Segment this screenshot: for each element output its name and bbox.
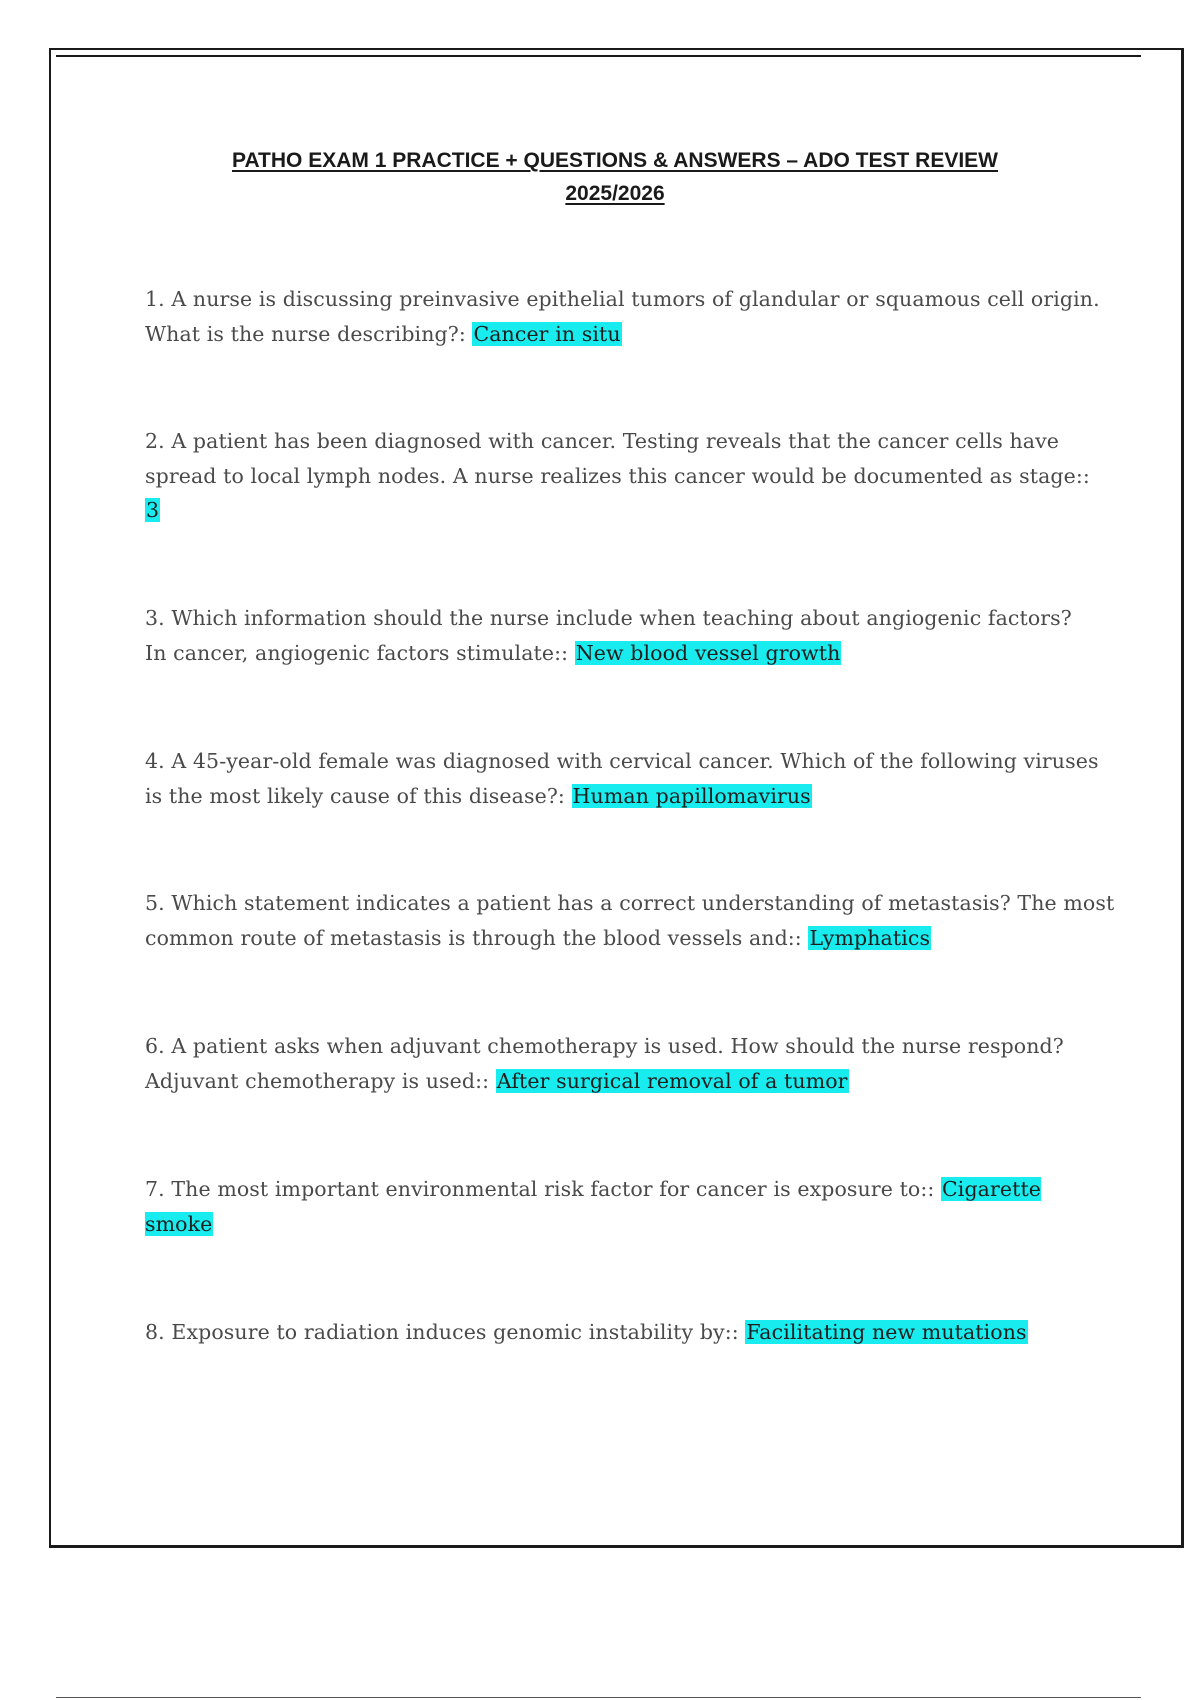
question-6 — [145, 1029, 1080, 1098]
bottom-rule — [56, 1697, 1141, 1698]
answer-highlight: Lymphatics — [809, 925, 931, 950]
question-number: 8. — [145, 1320, 165, 1344]
question-text: A patient has been diagnosed with cancer. Testing reveals that the cancer cells have spread to local lymph nodes. A nurse realizes this cancer would be documented as stage:: — [145, 429, 1090, 488]
question-number: 2. — [145, 429, 165, 453]
question-2 — [145, 424, 1105, 528]
question-number: 1. — [145, 287, 165, 311]
answer-highlight: 3 — [146, 498, 160, 522]
question-number: 3. — [145, 606, 165, 630]
question-text: Exposure to radiation induces genomic instability by:: — [171, 1320, 739, 1344]
document-title — [60, 144, 1170, 210]
question-1 — [145, 282, 1100, 351]
title-line-2: 2025/2026 — [565, 182, 665, 205]
question-4 — [145, 744, 1120, 813]
answer-highlight: After surgical removal of a tumor — [496, 1068, 848, 1093]
question-3 — [145, 601, 1080, 670]
answer-highlight: New blood vessel growth — [575, 640, 841, 665]
title-line-1: PATHO EXAM 1 PRACTICE + QUESTIONS & ANSWERS – ADO TEST REVIEW — [232, 149, 998, 172]
question-8 — [145, 1315, 1135, 1350]
question-number: 5. — [145, 891, 165, 915]
answer-highlight: Human papillomavirus — [572, 783, 811, 808]
question-text: A patient asks when adjuvant chemotherapy is used. How should the nurse respond? Adjuvant chemotherapy is used:: — [145, 1034, 1064, 1093]
question-7 — [145, 1172, 1095, 1241]
question-text: Which information should the nurse include when teaching about angiogenic factors? In cancer, angiogenic factors stimulate:: — [145, 606, 1072, 665]
answer-highlight: Cancer in situ — [473, 321, 621, 346]
question-number: 6. — [145, 1034, 165, 1058]
question-text: Which statement indicates a patient has a correct understanding of metastasis? The most common route of metastasis is through the blood vessels and:: — [145, 891, 1115, 950]
question-5 — [145, 886, 1120, 955]
answer-highlight: Cigarette smoke — [145, 1177, 1042, 1236]
question-number: 4. — [145, 749, 165, 773]
answer-highlight: Facilitating new mutations — [746, 1320, 1027, 1344]
question-text: The most important environmental risk factor for cancer is exposure to:: — [171, 1177, 935, 1201]
question-text: A 45-year-old female was diagnosed with cervical cancer. Which of the following viruses is the most likely cause of this disease?: — [145, 749, 1099, 808]
question-text: A nurse is discussing preinvasive epithelial tumors of glandular or squamous cell origin. What is the nurse describing?: — [145, 287, 1100, 346]
question-number: 7. — [145, 1177, 165, 1201]
